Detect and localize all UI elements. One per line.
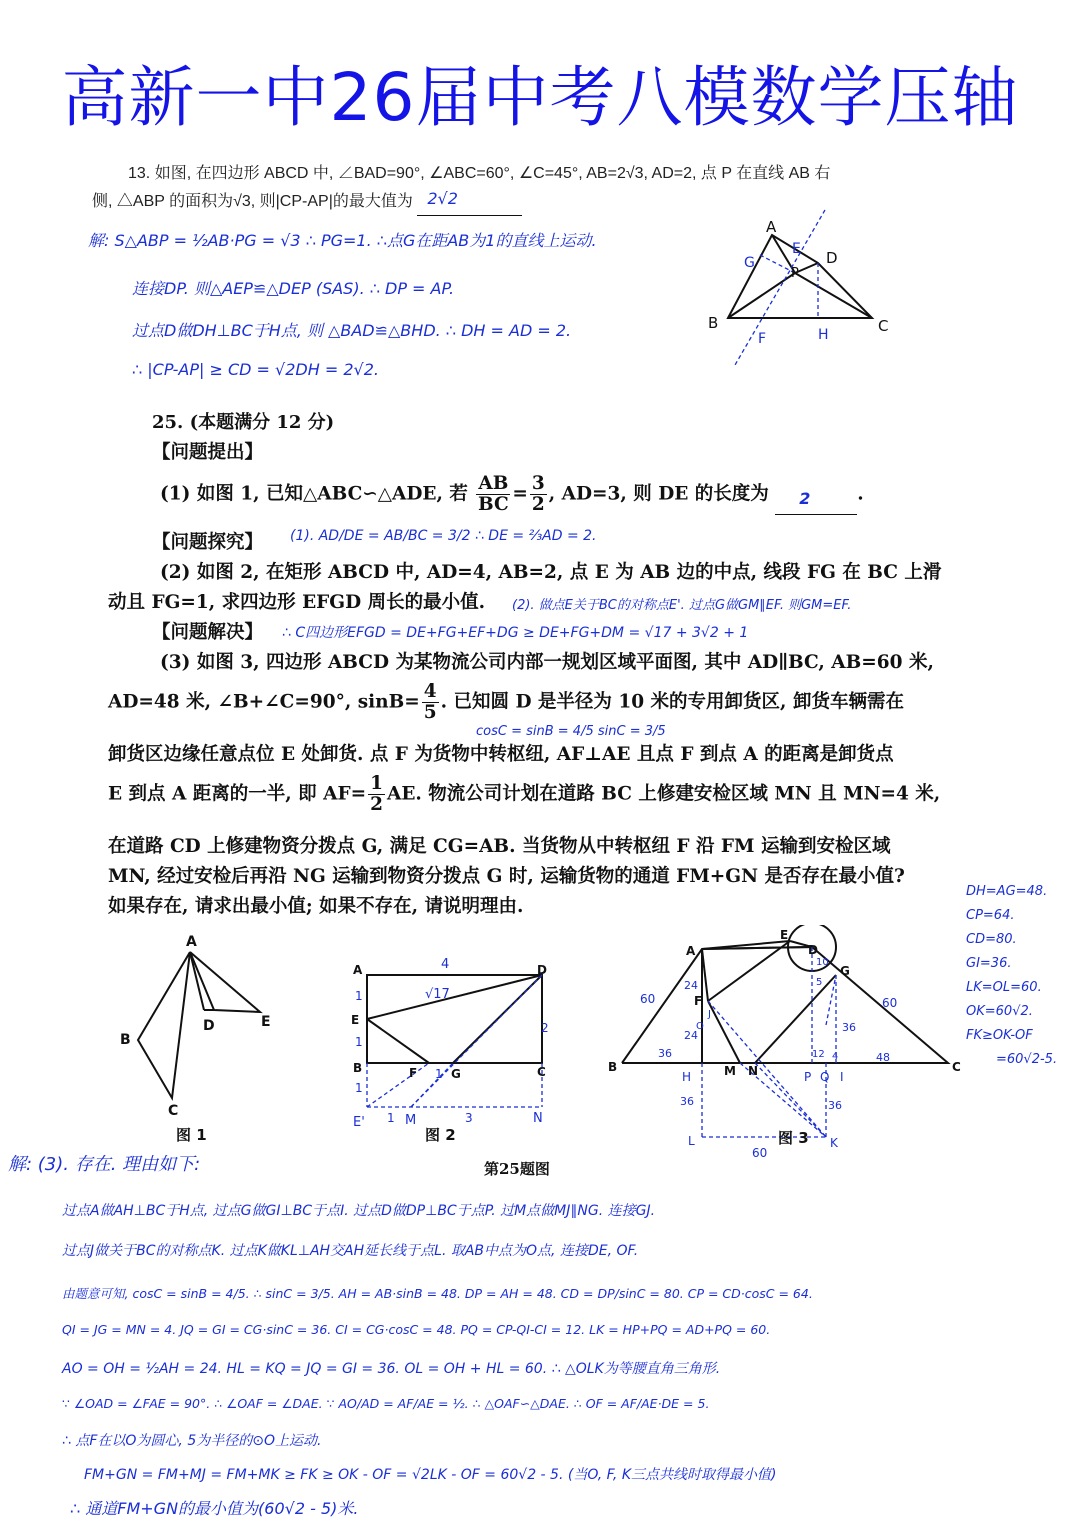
svg-text:N: N: [533, 1111, 543, 1126]
svg-text:I: I: [840, 1070, 844, 1084]
q25-part1-text-a: (1) 如图 1, 已知△ABC∽△ADE, 若: [160, 483, 468, 505]
svg-text:5: 5: [816, 977, 823, 988]
svg-text:4: 4: [441, 957, 450, 972]
figure-2: [345, 950, 560, 1150]
svg-text:K: K: [830, 1136, 838, 1150]
page-title: 高新一中26届中考八模数学压轴: [61, 59, 1019, 136]
svg-text:1: 1: [355, 989, 363, 1003]
svg-text:1: 1: [435, 1067, 443, 1081]
solution-line-6: ∵ ∠OAD = ∠FAE = 90°. ∴ ∠OAF = ∠DAE. ∵ AO/AD = AF/AE = ½. ∴ △OAF∽△DAE. ∴ OF = AF/AE·DE = 5.: [62, 1396, 710, 1411]
figure-1: [110, 930, 290, 1150]
svg-text:C: C: [952, 1060, 961, 1074]
q13-answer-blank: [417, 189, 522, 216]
solution-line-2: 过点J做关于BC的对称点K. 过点K做KL⊥AH交AH延长线于点L. 取AB中点为O点, 连接DE, OF.: [62, 1243, 639, 1259]
svg-text:图 2: 图 2: [425, 1126, 456, 1144]
svg-text:60: 60: [752, 1146, 768, 1160]
svg-text:E: E: [780, 928, 789, 942]
svg-text:4: 4: [832, 1051, 839, 1062]
q13-label-g: G: [744, 255, 755, 271]
svg-text:36: 36: [842, 1021, 856, 1034]
svg-text:L: L: [688, 1134, 695, 1148]
q25-part1-ratio: $\frac{3}{2}$: [531, 473, 545, 515]
svg-text:O: O: [696, 1021, 704, 1032]
svg-text:M: M: [724, 1064, 736, 1078]
solution-line-4: QI = JG = MN = 4. JQ = GI = CG·sinC = 36. CI = CG·cosC = 48. PQ = CP-QI-CI = 12. LK = HP+PQ = AD+PQ = 60.: [62, 1322, 771, 1337]
q25-part3-line3: 卸货区边缘任意点位 E 处卸货. 点 F 为货物中转枢纽, AF⊥AE 且点 F 到点 A 的距离是卸货点: [108, 744, 894, 765]
svg-text:√17: √17: [425, 987, 450, 1002]
svg-text:J: J: [708, 1009, 711, 1020]
q25-part3-line1: (3) 如图 3, 四边形 ABCD 为某物流公司内部一规划区域平面图, 其中 AD∥BC, AB=60 米,: [160, 652, 934, 673]
svg-text:A: A: [686, 944, 696, 958]
figure-caption: 第25题图: [484, 1160, 550, 1178]
svg-text:1: 1: [355, 1081, 363, 1095]
q13-label-a: A: [766, 218, 777, 236]
solution-line-1: 过点A做AH⊥BC于H点, 过点G做GI⊥BC于点I. 过点D做DP⊥BC于点P. 过M点做MJ∥NG. 连接GJ.: [62, 1203, 656, 1219]
solution-line-3: 由题意可知, cosC = sinB = 4/5. ∴ sinC = 3/5. AH = AB·sinB = 48. DP = AH = 48. CD = DP/sinC = 80. CP = CD·cosC = 64.: [62, 1286, 813, 1301]
svg-text:E': E': [353, 1115, 365, 1130]
q13-line2-text: 侧, △ABP 的面积为√3, 则|CP-AP|的最大值为: [92, 193, 413, 210]
svg-text:60: 60: [640, 992, 656, 1006]
svg-text:2: 2: [541, 1021, 549, 1035]
svg-text:10: 10: [816, 957, 829, 968]
svg-text:图 3: 图 3: [778, 1129, 809, 1147]
solution-line-9: ∴ 通道FM+GN的最小值为(60√2 - 5)米.: [70, 1499, 359, 1518]
q13-label-b: B: [708, 314, 719, 332]
svg-text:C: C: [537, 1065, 546, 1079]
q13-label-f: F: [758, 331, 767, 347]
q25-part2-line1: (2) 如图 2, 在矩形 ABCD 中, AD=4, AB=2, 点 E 为 AB 边的中点, 线段 FG 在 BC 上滑: [160, 562, 942, 583]
svg-text:36: 36: [828, 1099, 842, 1112]
svg-text:24: 24: [684, 1029, 698, 1042]
q13-solution-4: ∴ |CP-AP| ≥ CD = √2DH = 2√2.: [132, 360, 379, 379]
solution-line-5: AO = OH = ½AH = 24. HL = KQ = JQ = GI = 36. OL = OH + HL = 60. ∴ △OLK为等腰直角三角形.: [62, 1361, 721, 1377]
svg-text:D: D: [808, 943, 818, 957]
svg-text:N: N: [748, 1064, 759, 1078]
q25-part3-line2: AD=48 米, ∠B+∠C=90°, sinB= $\frac{4}{5}$ . 已知圆 D 是半径为 10 米的专用卸货区, 卸货车辆需在: [108, 681, 904, 723]
svg-text:G: G: [451, 1067, 461, 1081]
q13-answer: 2√2: [427, 189, 458, 208]
svg-text:60: 60: [882, 996, 898, 1010]
svg-text:3: 3: [465, 1111, 473, 1125]
svg-text:B: B: [353, 1061, 363, 1075]
svg-text:36: 36: [658, 1047, 672, 1060]
svg-text:48: 48: [876, 1051, 890, 1064]
q25-hw-trig: cosC = sinB = 4/5 sinC = 3/5: [476, 724, 666, 739]
svg-text:A: A: [353, 963, 363, 977]
q25-section-3: 【问题解决】: [152, 622, 264, 643]
svg-text:1: 1: [387, 1111, 395, 1125]
q13-label-c: C: [878, 317, 889, 335]
svg-text:B: B: [120, 1032, 131, 1048]
figure-3: [600, 925, 970, 1165]
q13-figure: [700, 205, 920, 375]
q13-solution-1: 解: S△ABP = ½AB·PG = √3 ∴ PG=1. ∴点G在距AB为1的直线上运动.: [88, 231, 597, 250]
side-notes: DH=AG=48. CP=64. CD=80. GI=36. LK=OL=60. OK=60√2. FK≥OK-OF =60√2-5.: [966, 884, 1058, 1067]
q25-hw-part1: (1). AD/DE = AB/BC = 3/2 ∴ DE = ⅔AD = 2.: [290, 528, 597, 544]
solution-line-8: FM+GN = FM+MJ = FM+MK ≥ FK ≥ OK - OF = √2LK - OF = 60√2 - 5. (当O, F, K三点共线时取得最小值): [84, 1467, 777, 1483]
svg-text:B: B: [608, 1060, 618, 1074]
q25-section-1: 【问题提出】: [152, 442, 264, 463]
svg-text:C: C: [168, 1103, 179, 1119]
svg-text:E: E: [351, 1013, 360, 1027]
q13-label-p: P: [791, 266, 799, 281]
svg-text:36: 36: [680, 1095, 694, 1108]
q25-part2-line2: 动且 FG=1, 求四边形 EFGD 周长的最小值.: [108, 592, 486, 613]
svg-text:D: D: [203, 1018, 215, 1034]
svg-text:图 1: 图 1: [176, 1126, 207, 1144]
q25-part3-line5: 在道路 CD 上修建物资分拨点 G, 满足 CG=AB. 当货物从中转枢纽 F 沿 FM 运输到安检区域: [108, 836, 891, 857]
q13-label-d: D: [826, 249, 838, 267]
svg-text:D: D: [537, 963, 547, 977]
svg-text:A: A: [186, 934, 197, 950]
solution-line-7: ∴ 点F在以O为圆心, 5为半径的⊙O上运动.: [62, 1433, 322, 1449]
svg-text:E: E: [261, 1014, 271, 1030]
q25-part1-blank: 2: [775, 496, 857, 515]
svg-text:P: P: [804, 1070, 812, 1084]
svg-text:12: 12: [812, 1049, 825, 1060]
q13-solution-3: 过点D做DH⊥BC于H点, 则 △BAD≌△BHD. ∴ DH = AD = 2.: [132, 321, 572, 340]
q13-line2: [92, 188, 522, 216]
svg-text:F: F: [409, 1066, 418, 1080]
q25-part3-line4: E 到点 A 距离的一半, 即 AF= $\frac{1}{2}$ AE. 物流公司计划在道路 BC 上修建安检区域 MN 且 MN=4 米,: [108, 773, 941, 815]
q25-part1: (1) 如图 1, 已知△ABC∽△ADE, 若 $\frac{AB}{BC}$ = $\frac{3}{2}$ , AD=3, 则 DE 的长度为 2 .: [160, 473, 864, 515]
svg-text:Q: Q: [820, 1070, 830, 1084]
q25-hw-part2-result: ∴ C四边形EFGD = DE+FG+EF+DG ≥ DE+FG+DM = √17 + 3√2 + 1: [282, 625, 749, 641]
q25-part1-fraction: $\frac{AB}{BC}$: [478, 473, 509, 515]
solution-heading: 解: (3). 存在. 理由如下:: [8, 1154, 201, 1175]
q13-line1: 13. 如图, 在四边形 ABCD 中, ∠BAD=90°, ∠ABC=60°, ∠C=45°, AB=2√3, AD=2, 点 P 在直线 AB 右: [128, 165, 831, 182]
q13-label-h: H: [818, 327, 829, 343]
q25-hw-part2: (2). 做点E关于BC的对称点E'. 过点G做GM∥EF. 则GM=EF.: [512, 598, 852, 613]
q25-part1-text-b: , AD=3, 则 DE 的长度为: [548, 483, 769, 505]
q25-part3-line7: 如果存在, 请求出最小值; 如果不存在, 请说明理由.: [108, 896, 524, 917]
q25-header: 25. (本题满分 12 分): [152, 412, 335, 433]
svg-text:24: 24: [684, 979, 698, 992]
q25-section-2: 【问题探究】: [152, 532, 264, 553]
svg-text:1: 1: [355, 1035, 363, 1049]
q13-solution-2: 连接DP. 则△AEP≌△DEP (SAS). ∴ DP = AP.: [132, 279, 455, 298]
svg-text:H: H: [682, 1070, 692, 1084]
q13-label-e: E: [792, 241, 801, 257]
q25-part3-line6: MN, 经过安检后再沿 NG 运输到物资分拨点 G 时, 运输货物的通道 FM+GN 是否存在最小值?: [108, 866, 905, 887]
svg-text:F: F: [694, 994, 703, 1008]
svg-text:M: M: [405, 1113, 417, 1128]
svg-text:G: G: [840, 964, 850, 978]
